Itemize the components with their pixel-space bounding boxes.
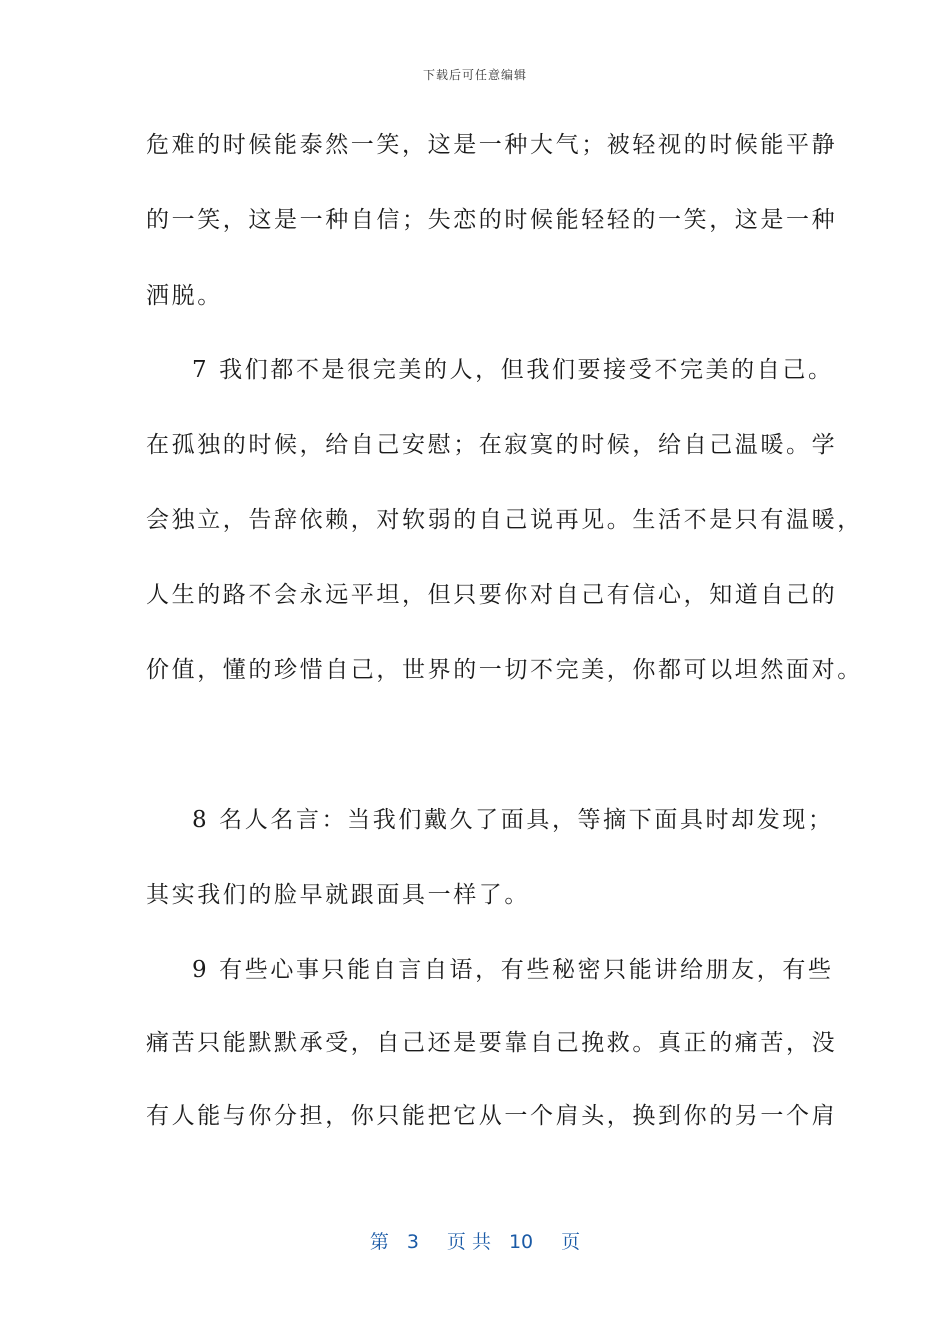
text-line: 危难的时候能泰然一笑，这是一种大气；被轻视的时候能平静	[146, 132, 838, 158]
paragraph-8-first-line: 8 名人名言：当我们戴久了面具，等摘下面具时却发现；	[192, 807, 834, 833]
current-page-number: 3	[406, 1231, 419, 1253]
page-suffix: 页	[561, 1231, 581, 1253]
text-line: 有人能与你分担，你只能把它从一个肩头，换到你的另一个肩	[146, 1103, 838, 1129]
text-line: 洒脱。	[146, 283, 223, 309]
text-line: 人生的路不会永远平坦，但只要你对自己有信心，知道自己的	[146, 582, 838, 608]
page-prefix: 第	[369, 1231, 389, 1253]
text-line: 价值，懂的珍惜自己，世界的一切不完美，你都可以坦然面对。	[146, 657, 863, 683]
page-mid-label: 页 共	[446, 1231, 491, 1253]
text-line: 的一笑，这是一种自信；失恋的时候能轻轻的一笑，这是一种	[146, 207, 838, 233]
page-footer	[0, 1227, 950, 1254]
paragraph-7-first-line: 7 我们都不是很完美的人，但我们要接受不完美的自己。	[192, 357, 834, 383]
paragraph-9-first-line: 9 有些心事只能自言自语，有些秘密只能讲给朋友，有些	[192, 957, 834, 983]
header-note: 下载后可任意编辑	[422, 68, 527, 82]
text-line: 会独立，告辞依赖，对软弱的自己说再见。生活不是只有温暖，	[146, 507, 863, 533]
text-line: 痛苦只能默默承受，自己还是要靠自己挽救。真正的痛苦，没	[146, 1030, 838, 1056]
text-line: 其实我们的脸早就跟面具一样了。	[146, 882, 530, 908]
total-page-number: 10	[508, 1231, 534, 1253]
text-line: 在孤独的时候，给自己安慰；在寂寞的时候，给自己温暖。学	[146, 432, 838, 458]
